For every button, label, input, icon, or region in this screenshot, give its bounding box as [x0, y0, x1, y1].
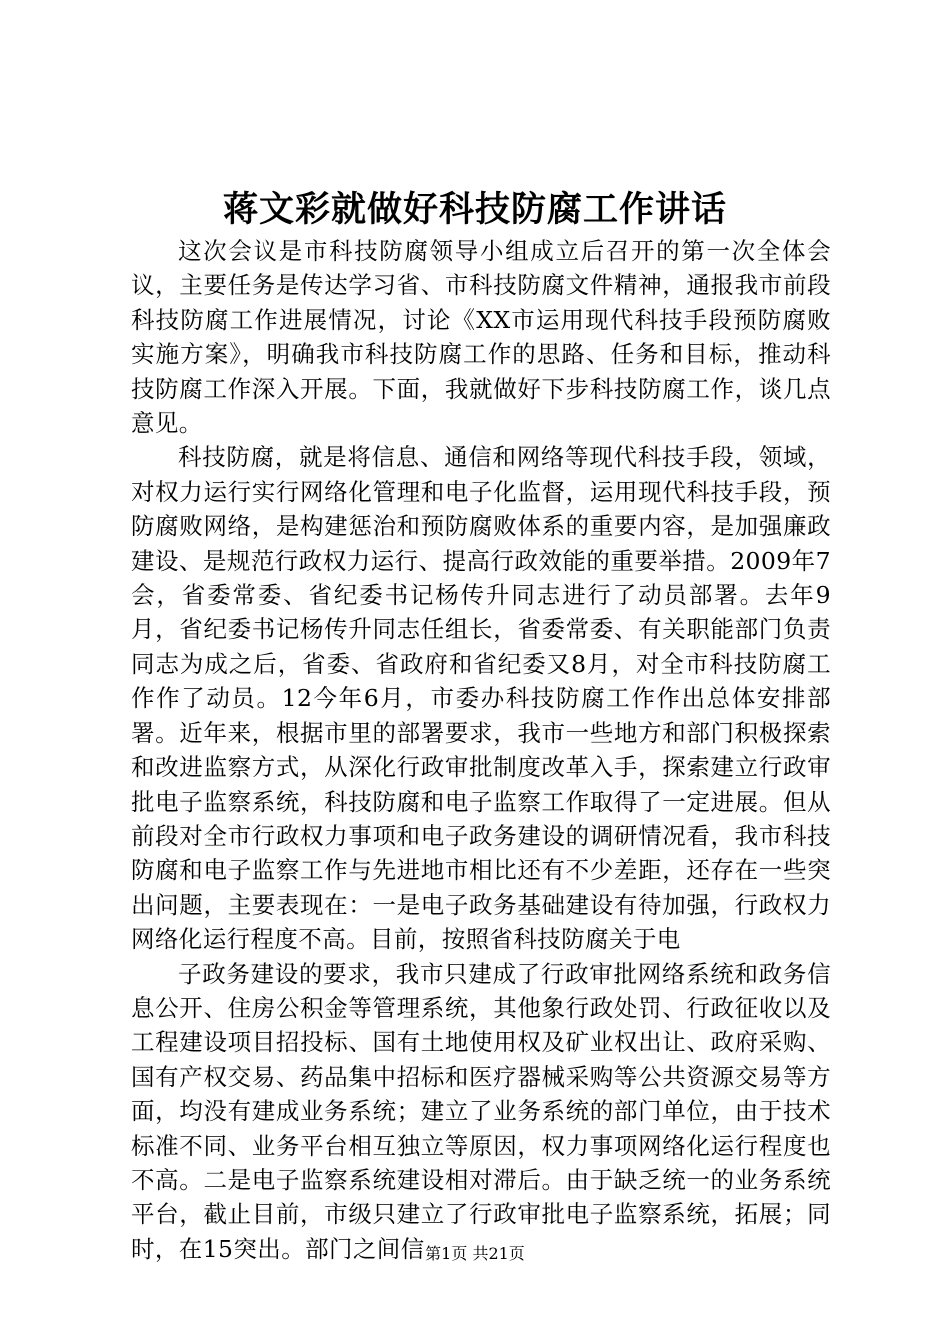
paragraph-2: 科技防腐，就是将信息、通信和网络等现代科技手段，领域，对权力运行实行网络化管理和电子化监督，运用现代科技手段，预防腐败网络，是构建惩治和预防腐败体系的重要内容，是加强廉政建设、是规范行政权力运行、提高行政效能的重要举措。2009年7会，省委常委、省纪委书记杨传升同志进行了动员部署。去年9月，省纪委书记杨传升同志任组长，省委常委、有关职能部门负责同志为成之后，省委、省政府和省纪委又8月，对全市科技防腐工作作了动员。12今年6月，市委办科技防腐工作作出总体安排部署。近年来，根据市里的部署要求，我市一些地方和部门积极探索和改进监察方式，从深化行政审批制度改革入手，探索建立行政审批电子监察系统，科技防腐和电子监察工作取得了一定进展。但从前段对全市行政权力事项和电子政务建设的调研情况看，我市科技防腐和电子监察工作与先进地市相比还有不少差距，还存在一些突出问题，主要表现在：一是电子政务基础建设有待加强，行政权力网络化运行程度不高。目前，按照省科技防腐关于电 — [131, 443, 831, 954]
paragraph-1: 这次会议是市科技防腐领导小组成立后召开的第一次全体会议，主要任务是传达学习省、市科技防腐文件精神，通报我市前段科技防腐工作进展情况，讨论《XX市运用现代科技手段预防腐败实施方案》，明确我市科技防腐工作的思路、任务和目标，推动科技防腐工作深入开展。下面，我就做好下步科技防腐工作，谈几点意见。 — [131, 237, 831, 438]
document-body — [131, 234, 831, 1266]
page-number-footer: 第1页 共21页 — [425, 1244, 525, 1263]
document-title: 蒋文彩就做好科技防腐工作讲话 — [222, 189, 727, 230]
paragraph-3: 子政务建设的要求，我市只建成了行政审批网络系统和政务信息公开、住房公积金等管理系统，其他象行政处罚、行政征收以及工程建设项目招投标、国有土地使用权及矿业权出让、政府采购、国有产权交易、药品集中招标和医疗器械采购等公共资源交易等方面，均没有建成业务系统；建立了业务系统的部门单位，由于技术标准不同、业务平台相互独立等原因，权力事项网络化运行程度也不高。二是电子监察系统建设相对滞后。由于缺乏统一的业务系统平台，截止目前，市级只建立了行政审批电子监察系统，拓展；同时，在15突出。部门之间信 — [131, 959, 831, 1263]
